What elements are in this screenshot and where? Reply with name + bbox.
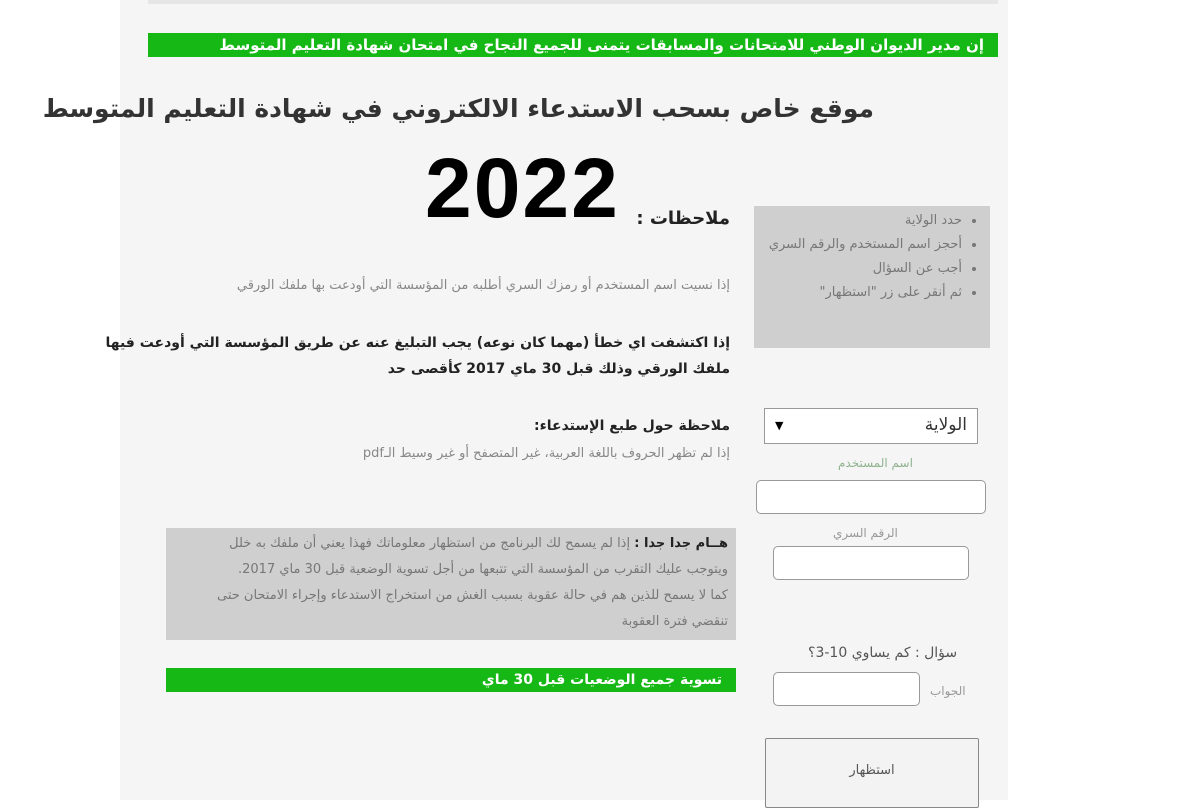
deadline-banner: تسوية جميع الوضعيات قبل 30 ماي xyxy=(166,668,736,692)
instruction-item: • أحجز اسم المستخدم والرقم السري xyxy=(760,234,962,256)
top-banner: إن مدير الديوان الوطني للامتحانات والمسابقات يتمنى للجميع النجاح في امتحان شهادة التعليم المتوسط xyxy=(148,33,998,57)
username-input[interactable] xyxy=(756,480,986,514)
error-note-line: إذا اكتشفت اي خطأ (مهما كان نوعه) يجب التبليغ عنه عن طريق المؤسسة التي أودعت فيها xyxy=(105,335,730,351)
year-label: 2022 xyxy=(425,141,620,235)
print-note-text: إذا لم تظهر الحروف باللغة العربية، غير المتصفح أو غير وسيط الـpdf xyxy=(362,446,730,461)
important-text: إذا لم يسمح لك البرنامج من استظهار معلوماتك فهذا يعني أن ملفك به خلل xyxy=(229,536,631,551)
important-notice xyxy=(166,528,736,640)
important-line: ويتوجب عليك التقرب من المؤسسة التي تتبعها من أجل تسوية الوضعية قبل 30 ماي 2017. xyxy=(238,562,728,577)
state-select-value: الولاية xyxy=(924,415,967,435)
site-title: موقع خاص بسحب الاستدعاء الالكتروني في شهادة التعليم المتوسط xyxy=(42,94,874,123)
print-note-heading: ملاحظة حول طبع الإستدعاء: xyxy=(534,418,730,434)
answer-label: الجواب xyxy=(930,684,966,698)
error-report-note xyxy=(105,330,730,382)
state-select[interactable] xyxy=(764,408,978,444)
dropdown-arrow-icon: ▼ xyxy=(775,419,784,432)
instruction-item: • ثم أنقر على زر "استظهار" xyxy=(760,282,962,304)
password-label: الرقم السري xyxy=(833,526,898,540)
important-line xyxy=(174,531,728,557)
notes-heading: ملاحظات : xyxy=(636,208,730,229)
instruction-item: • أجب عن السؤال xyxy=(760,258,962,280)
important-line: كما لا يسمح للذين هم في حالة عقوبة بسبب الغش من استخراج الاستدعاء وإجراء الامتحان حتى xyxy=(216,588,728,603)
error-note-line: ملفك الورقي وذلك قبل 30 ماي 2017 كأقصى حد xyxy=(387,361,730,377)
username-label: اسم المستخدم xyxy=(838,456,913,470)
important-line: تنقضي فترة العقوبة xyxy=(621,614,728,629)
instructions-box xyxy=(754,206,990,348)
show-button[interactable]: استظهار xyxy=(765,738,979,808)
instructions-list xyxy=(760,210,980,304)
top-divider xyxy=(148,0,998,4)
lost-credentials-note: إذا نسيت اسم المستخدم أو رمزك السري أطلبه من المؤسسة التي أودعت بها ملفك الورقي xyxy=(236,278,730,293)
answer-input[interactable] xyxy=(773,672,920,706)
password-input[interactable] xyxy=(773,546,969,580)
captcha-question: سؤال : كم يساوي 10-3؟ xyxy=(808,645,958,661)
instruction-item: • حدد الولاية xyxy=(760,210,962,232)
important-label: هــام جدا جدا : xyxy=(634,536,728,551)
